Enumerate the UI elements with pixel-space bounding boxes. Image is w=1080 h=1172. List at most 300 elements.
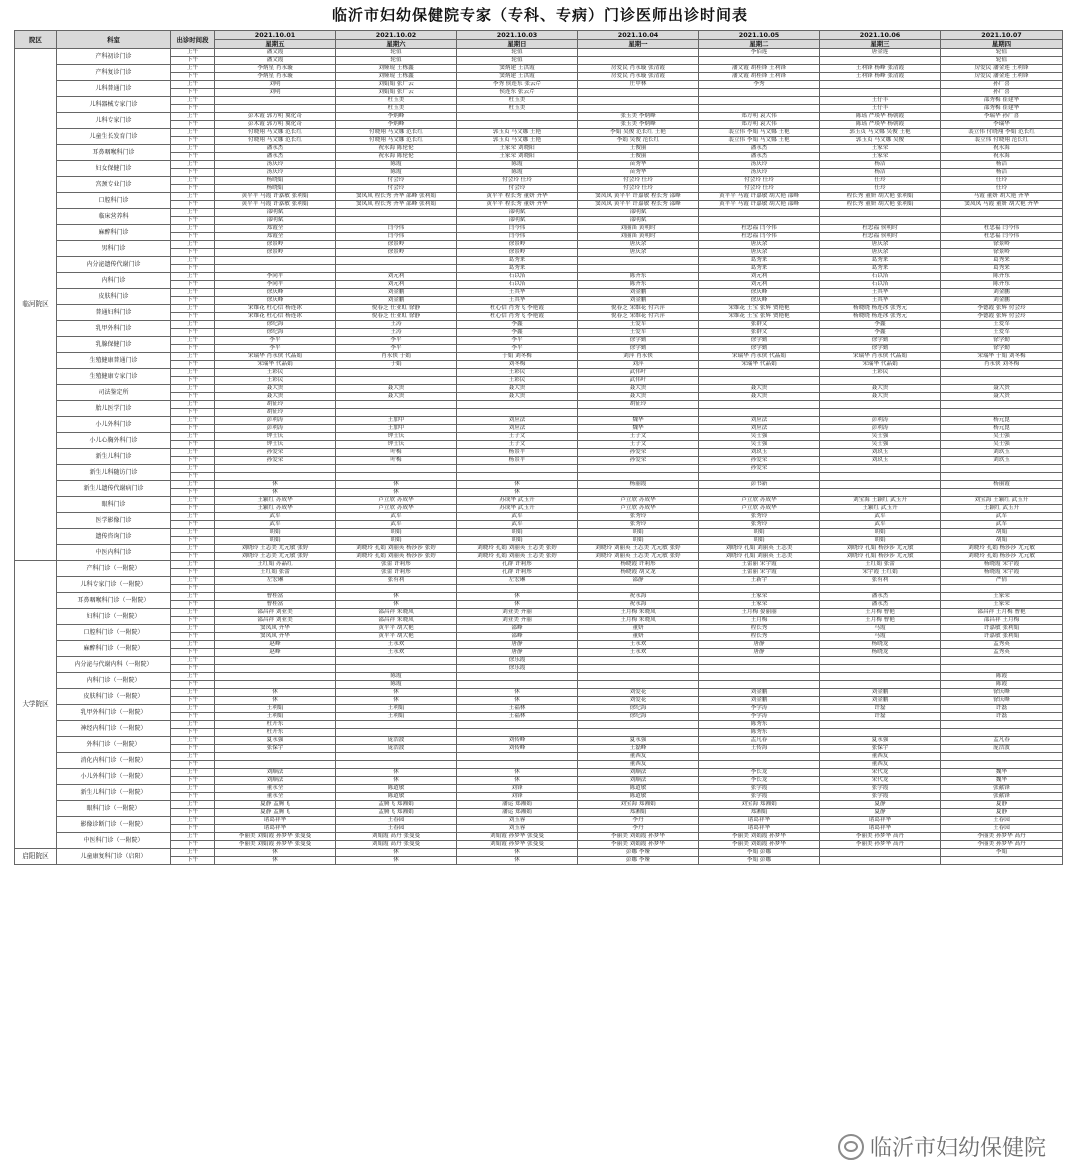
table-row (15, 145, 1063, 153)
doctor-cell (820, 585, 941, 593)
doctor-cell: 吴士强 (699, 441, 820, 449)
doctor-cell: 武伟叶 (578, 377, 699, 385)
doctor-cell: 陈齐东 (578, 273, 699, 281)
doctor-cell: 邵昌祥 刘亚美 (215, 609, 336, 617)
doctor-cell: 陈霞 (457, 161, 578, 169)
doctor-cell: 潘文霞 (215, 49, 336, 57)
table-row (15, 273, 1063, 281)
doctor-cell: 杜忠福 侯明时 (820, 225, 941, 233)
doctor-cell: 王涛 (336, 321, 457, 329)
doctor-cell: 胡娟 (941, 529, 1063, 537)
doctor-cell: 李瑞华 (941, 121, 1063, 129)
doctor-cell (578, 465, 699, 473)
doctor-cell: 夏静 (941, 809, 1063, 817)
doctor-cell: 倪春芝 任亚虹 徐静 (336, 313, 457, 321)
period-cell: 下午 (171, 585, 215, 593)
table-row (15, 473, 1063, 481)
doctor-cell: 刘传峰 (457, 745, 578, 753)
doctor-cell: 窦凤凤 黄平平 许嘉敏 程长秀 邵峰 (578, 193, 699, 201)
header-weekday: 星期五 (215, 40, 336, 49)
doctor-cell: 王春园 (336, 825, 457, 833)
department-cell: 内分泌与代谢内科（一附院） (57, 657, 171, 673)
period-cell: 下午 (171, 137, 215, 145)
doctor-cell: 房爱民 潘金莲 王利锋 (941, 73, 1063, 81)
doctor-cell: 闫今伟 (336, 225, 457, 233)
doctor-cell: 郑方明 袁大伟 (699, 113, 820, 121)
doctor-cell (336, 465, 457, 473)
doctor-cell: 郑方明 袁大伟 (699, 121, 820, 129)
doctor-cell (820, 81, 941, 89)
doctor-cell: 黄平平 胡大艳 (336, 633, 457, 641)
doctor-cell: 李丽美 孙梦华 高丹 (941, 833, 1063, 841)
period-cell: 下午 (171, 217, 215, 225)
table-row (15, 409, 1063, 417)
doctor-cell: 邵峰 (457, 633, 578, 641)
doctor-cell: 张秀玲 (699, 513, 820, 521)
doctor-cell (941, 729, 1063, 737)
doctor-cell: 潘永杰 (820, 593, 941, 601)
doctor-cell: 杨景平 (457, 457, 578, 465)
period-cell: 下午 (171, 729, 215, 737)
doctor-cell: 裴立伟 付晓翔 范长红 (941, 137, 1063, 145)
doctor-cell: 汤庆玲 (215, 161, 336, 169)
period-cell: 上午 (171, 49, 215, 57)
department-cell: 普通妇科门诊 (57, 305, 171, 321)
period-cell: 下午 (171, 825, 215, 833)
doctor-cell: 程长秀 (699, 633, 820, 641)
doctor-cell: 徐景岭 (336, 249, 457, 257)
table-row (15, 289, 1063, 297)
doctor-cell: 刘金鹏 (699, 697, 820, 705)
doctor-cell: 刘应法 (699, 425, 820, 433)
doctor-cell: 王利娟 (336, 705, 457, 713)
doctor-cell: 刘晓玲 孔娟 刘丽英 王志美 张婷 (457, 553, 578, 561)
doctor-cell: 邵静 (578, 577, 699, 585)
doctor-cell: 张秀玲 (578, 521, 699, 529)
doctor-cell: 王永欢 (336, 649, 457, 657)
period-cell: 下午 (171, 265, 215, 273)
doctor-cell: 杨晓龙 (820, 641, 941, 649)
doctor-cell: 王彩民 (457, 377, 578, 385)
table-row (15, 121, 1063, 129)
table-row (15, 561, 1063, 569)
doctor-cell: 王颖红 苏成华 (215, 497, 336, 505)
doctor-cell: 李炳峰 (336, 113, 457, 121)
doctor-cell: 聂大贵 (336, 385, 457, 393)
doctor-cell (457, 121, 578, 129)
doctor-cell: 付会玲 (336, 185, 457, 193)
table-row (15, 137, 1063, 145)
doctor-cell: 王俊丽 (578, 153, 699, 161)
doctor-cell: 付会玲 (336, 177, 457, 185)
doctor-cell: 李丽美 刘娟霞 孙梦华 (578, 833, 699, 841)
table-row (15, 825, 1063, 833)
period-cell: 下午 (171, 313, 215, 321)
doctor-cell: 杜忠福 闫今伟 (699, 233, 820, 241)
doctor-cell: 李同平 (215, 281, 336, 289)
doctor-cell: 李炳星 肖永璇 (215, 73, 336, 81)
table-row (15, 329, 1063, 337)
doctor-cell: 刘应法 (457, 417, 578, 425)
doctor-cell: 李丽美 孙梦华 高丹 (941, 841, 1063, 849)
table-row (15, 433, 1063, 441)
doctor-cell: 宋瑞华 于娟 刘冬梅 (941, 353, 1063, 361)
table-row (15, 337, 1063, 345)
table-row (15, 81, 1063, 89)
header-date: 2021.10.07 (941, 31, 1063, 40)
doctor-cell: 黄平平 马霞 许嘉敏 胡大艳 邵峰 (699, 193, 820, 201)
doctor-cell: 潘运 郑湘娟 (457, 801, 578, 809)
department-cell: 胎儿医学门诊 (57, 401, 171, 417)
period-cell: 上午 (171, 177, 215, 185)
doctor-cell: 窦凤凤 程长秀 齐华 邵峰 张利娟 (336, 193, 457, 201)
doctor-cell: 彭利涛 (820, 417, 941, 425)
period-cell: 下午 (171, 345, 215, 353)
doctor-cell: 武军 (336, 513, 457, 521)
table-row (15, 193, 1063, 201)
doctor-cell (457, 401, 578, 409)
doctor-cell: 郑霞全 (215, 225, 336, 233)
doctor-cell: 徐庆峰 (699, 297, 820, 305)
doctor-cell: 王颖红 苏成华 (215, 505, 336, 513)
table-row (15, 537, 1063, 545)
table-row (15, 257, 1063, 265)
doctor-cell: 庞浩波 (941, 745, 1063, 753)
department-cell: 新生儿科随访门诊 (57, 465, 171, 481)
doctor-cell: 黄平平 程长秀 董妍 齐华 (457, 193, 578, 201)
doctor-cell (699, 473, 820, 481)
doctor-cell: 闫今伟 (336, 233, 457, 241)
table-row (15, 793, 1063, 801)
doctor-cell: 吴士强 (941, 441, 1063, 449)
header-date: 2021.10.01 (215, 31, 336, 40)
doctor-cell (699, 409, 820, 417)
doctor-cell: 董妍 (578, 633, 699, 641)
table-row (15, 657, 1063, 665)
doctor-cell (215, 761, 336, 769)
department-cell: 内分泌遗传代谢门诊 (57, 257, 171, 273)
doctor-cell: 徐学勤 (699, 337, 820, 345)
doctor-cell: 石以箔 (820, 281, 941, 289)
doctor-cell: 刘娟霞 孙梦华 张曼曼 (457, 833, 578, 841)
period-cell: 上午 (171, 193, 215, 201)
doctor-cell: 孟秀英 (941, 649, 1063, 657)
doctor-cell: 祝永海 (578, 593, 699, 601)
department-cell: 儿童康复科门诊（启阳） (57, 849, 171, 865)
period-cell: 上午 (171, 305, 215, 313)
doctor-cell: 王爱军 (578, 321, 699, 329)
doctor-cell (699, 665, 820, 673)
period-cell: 下午 (171, 377, 215, 385)
doctor-cell: 王加甲 (336, 425, 457, 433)
doctor-cell (820, 209, 941, 217)
doctor-cell: 庞浩波 (336, 745, 457, 753)
doctor-cell (941, 465, 1063, 473)
table-row (15, 641, 1063, 649)
doctor-cell: 王爱军 (941, 329, 1063, 337)
doctor-cell: 刘元利 (336, 273, 457, 281)
doctor-cell: 曹桂富 (215, 593, 336, 601)
doctor-cell (457, 409, 578, 417)
period-cell: 上午 (171, 65, 215, 73)
doctor-cell: 刘元利 (336, 281, 457, 289)
doctor-cell: 杨洁 (820, 169, 941, 177)
doctor-cell: 王子文 (457, 441, 578, 449)
table-row (15, 241, 1063, 249)
doctor-cell: 刘玉蓉 (457, 825, 578, 833)
doctor-cell: 武伟叶 (578, 369, 699, 377)
doctor-cell: 徐纪海 (578, 705, 699, 713)
doctor-cell: 诸葛祥华 (699, 825, 820, 833)
doctor-cell (699, 217, 820, 225)
doctor-cell: 左宏琳 (215, 577, 336, 585)
table-row (15, 769, 1063, 777)
doctor-cell: 邵秀梅 崔建华 (941, 105, 1063, 113)
doctor-cell: 吴士强 (941, 433, 1063, 441)
doctor-cell (578, 585, 699, 593)
doctor-cell (820, 473, 941, 481)
table-row (15, 705, 1063, 713)
header-weekday: 星期四 (941, 40, 1063, 49)
table-row (15, 425, 1063, 433)
department-cell: 神经内科门诊（一附院） (57, 721, 171, 737)
table-row (15, 721, 1063, 729)
department-cell: 耳鼻咽喉科门诊 (57, 145, 171, 161)
schedule-body (15, 49, 1063, 865)
doctor-cell: 张有利 (336, 577, 457, 585)
doctor-cell: 刘亚美 齐丽 (457, 617, 578, 625)
table-row (15, 113, 1063, 121)
doctor-cell: 许嘉敏 张利娟 (941, 625, 1063, 633)
doctor-cell: 马霞 董妍 胡大艳 齐华 (941, 193, 1063, 201)
header-district: 院区 (15, 31, 57, 49)
department-cell: 内科门诊（一附院） (57, 673, 171, 689)
doctor-cell: 刘娟娟 张广云 (336, 81, 457, 89)
doctor-cell: 徐学勤 (699, 345, 820, 353)
table-row (15, 185, 1063, 193)
department-cell: 新生儿科门诊（一附院） (57, 785, 171, 801)
doctor-cell: 祝永海 (941, 153, 1063, 161)
doctor-cell: 付会玲 任玲 (699, 185, 820, 193)
doctor-cell: 休 (336, 601, 457, 609)
doctor-cell: 黄平平 程长秀 董妍 齐华 (457, 201, 578, 209)
doctor-cell: 许磊 (820, 713, 941, 721)
period-cell: 上午 (171, 689, 215, 697)
doctor-cell: 付晓翔 马文娜 范长红 (336, 137, 457, 145)
doctor-cell: 孟腾飞 郑湘娟 (336, 801, 457, 809)
doctor-cell: 刘金鹏 (820, 697, 941, 705)
doctor-cell: 聂大贵 (215, 385, 336, 393)
doctor-cell: 刘晓玲 刘丽英 王志美 尤元敏 张婷 (578, 553, 699, 561)
department-cell: 临床营养科 (57, 209, 171, 225)
period-cell: 下午 (171, 777, 215, 785)
doctor-cell: 胡娟 (215, 537, 336, 545)
doctor-cell: 休 (457, 697, 578, 705)
department-cell: 中医内科门诊 (57, 545, 171, 561)
doctor-cell: 葛秀来 (457, 257, 578, 265)
period-cell: 上午 (171, 145, 215, 153)
doctor-cell: 胡征玲 (215, 401, 336, 409)
doctor-cell: 张蕾 许莉彤 (336, 569, 457, 577)
doctor-cell: 诸葛祥华 (215, 817, 336, 825)
doctor-cell: 杜开东 (215, 721, 336, 729)
table-row (15, 305, 1063, 313)
doctor-cell (699, 97, 820, 105)
doctor-cell: 刘明 (215, 81, 336, 89)
doctor-cell: 裴立伟 李娟 马文娜 王艳 (699, 137, 820, 145)
doctor-cell: 刘萍 肖永侠 (578, 353, 699, 361)
doctor-cell: 李平 (215, 345, 336, 353)
period-cell: 下午 (171, 121, 215, 129)
doctor-cell: 李学涛 (699, 713, 820, 721)
doctor-cell: 徐庆峰 (215, 289, 336, 297)
doctor-cell (578, 489, 699, 497)
department-cell: 儿科专家门诊（一附院） (57, 577, 171, 593)
doctor-cell: 休 (457, 489, 578, 497)
doctor-cell: 杜玉美 (336, 97, 457, 105)
period-cell: 上午 (171, 833, 215, 841)
doctor-cell: 刘晓玲 孔娟 杨莎莎 尤元敏 (820, 553, 941, 561)
doctor-cell: 孙爱荣 (215, 449, 336, 457)
doctor-cell: 休 (215, 489, 336, 497)
doctor-cell: 葛秀来 (820, 257, 941, 265)
doctor-cell (578, 265, 699, 273)
table-row (15, 385, 1063, 393)
doctor-cell: 孙爱荣 (699, 465, 820, 473)
doctor-cell: 轮值 (336, 49, 457, 57)
table-row (15, 73, 1063, 81)
doctor-cell (941, 473, 1063, 481)
doctor-cell: 唐静 (699, 641, 820, 649)
doctor-cell: 窦炳建 王洪霞 (457, 73, 578, 81)
doctor-cell: 钟士庆 (215, 433, 336, 441)
doctor-cell: 祝永海 (941, 145, 1063, 153)
table-row (15, 417, 1063, 425)
doctor-cell: 刘玖玉 (941, 457, 1063, 465)
doctor-cell: 彭利涛 (215, 417, 336, 425)
period-cell: 上午 (171, 433, 215, 441)
doctor-cell (941, 585, 1063, 593)
doctor-cell (820, 401, 941, 409)
doctor-cell: 房爱民 潘金莲 王利锋 (941, 65, 1063, 73)
department-cell: 皮肤科门诊 (57, 289, 171, 305)
district-cell: 大学院区 (15, 561, 57, 849)
table-row (15, 737, 1063, 745)
doctor-cell: 苏成华 武玉升 (457, 505, 578, 513)
table-row (15, 129, 1063, 137)
doctor-cell (820, 721, 941, 729)
doctor-cell (941, 369, 1063, 377)
doctor-cell: 葛秀来 (699, 265, 820, 273)
table-row (15, 401, 1063, 409)
doctor-cell: 曹桂富 (215, 601, 336, 609)
doctor-cell: 李丽美 孙梦华 高丹 (820, 841, 941, 849)
doctor-cell: 徐纪海 (215, 329, 336, 337)
doctor-cell: 刘金鹏 (941, 297, 1063, 305)
doctor-cell: 王磊峰 (578, 745, 699, 753)
doctor-cell (699, 369, 820, 377)
doctor-cell: 董西友 (820, 753, 941, 761)
doctor-cell: 孔群 许莉彤 (457, 569, 578, 577)
table-row (15, 209, 1063, 217)
department-cell: 儿科器械专家门诊 (57, 97, 171, 113)
doctor-cell: 董西友 (578, 753, 699, 761)
doctor-cell: 孟腾飞 郑湘娟 (336, 809, 457, 817)
doctor-cell (820, 409, 941, 417)
doctor-cell: 王月梅 (699, 617, 820, 625)
doctor-cell (820, 849, 941, 857)
doctor-cell: 付会玲 任玲 (699, 177, 820, 185)
doctor-cell (699, 89, 820, 97)
doctor-cell: 付晓翔 马文娜 范长红 (215, 129, 336, 137)
doctor-cell: 石以箔 (457, 273, 578, 281)
doctor-cell: 裴立伟 李娟 马文娜 王艳 (699, 129, 820, 137)
doctor-cell: 李平 (336, 337, 457, 345)
doctor-cell: 张献锋 (941, 785, 1063, 793)
department-cell: 儿科专家门诊 (57, 113, 171, 129)
doctor-cell (457, 673, 578, 681)
doctor-cell (578, 681, 699, 689)
doctor-cell: 魏华 (941, 777, 1063, 785)
doctor-cell: 刘冬梅 (457, 361, 578, 369)
doctor-cell: 卢立欣 苏成华 (336, 497, 457, 505)
doctor-cell: 刘传峰 (457, 737, 578, 745)
doctor-cell (699, 585, 820, 593)
doctor-cell: 刘金鹏 (336, 297, 457, 305)
doctor-cell: 陈瑶 严琰华 杨朝霞 (820, 121, 941, 129)
period-cell: 上午 (171, 593, 215, 601)
doctor-cell: 董妍 (578, 625, 699, 633)
doctor-cell (941, 489, 1063, 497)
table-row (15, 233, 1063, 241)
period-cell: 下午 (171, 521, 215, 529)
doctor-cell: 王红娟 张蕾 (215, 569, 336, 577)
doctor-cell: 付会玲 (457, 185, 578, 193)
doctor-cell: 孟秀英 (941, 641, 1063, 649)
period-cell: 下午 (171, 713, 215, 721)
doctor-cell: 刘金鹏 (578, 297, 699, 305)
header-date: 2021.10.05 (699, 31, 820, 40)
doctor-cell: 张玉美 李炳峰 (578, 121, 699, 129)
doctor-cell: 潘文霞 (215, 57, 336, 65)
period-cell: 上午 (171, 337, 215, 345)
doctor-cell: 王永欢 (336, 641, 457, 649)
doctor-cell: 刘晓玲 孔娟 杨莎莎 尤元敏 (941, 545, 1063, 553)
period-cell: 上午 (171, 641, 215, 649)
doctor-cell: 陈霞 (941, 681, 1063, 689)
doctor-cell: 王福林 (457, 705, 578, 713)
doctor-cell (336, 265, 457, 273)
doctor-cell: 王新宇 (699, 577, 820, 585)
department-cell: 医学影像门诊 (57, 513, 171, 529)
doctor-cell (336, 369, 457, 377)
doctor-cell (457, 753, 578, 761)
doctor-cell: 彭娜 李娅 (578, 857, 699, 865)
doctor-cell: 王月梅 朱晓凤 (578, 609, 699, 617)
doctor-cell: 钟士庆 (215, 441, 336, 449)
doctor-cell (820, 729, 941, 737)
doctor-cell: 王月梅 晏丽丽 (699, 609, 820, 617)
doctor-cell: 葛秀来 (820, 265, 941, 273)
doctor-cell: 苏成华 武玉升 (457, 497, 578, 505)
department-cell: 乳腺保健门诊 (57, 337, 171, 353)
doctor-cell: 刘宝海 郑湘娟 (699, 801, 820, 809)
doctor-cell: 胡娟 (820, 529, 941, 537)
doctor-cell: 胡娟 (336, 537, 457, 545)
period-cell: 上午 (171, 257, 215, 265)
doctor-cell (215, 665, 336, 673)
doctor-cell: 武军 (215, 521, 336, 529)
